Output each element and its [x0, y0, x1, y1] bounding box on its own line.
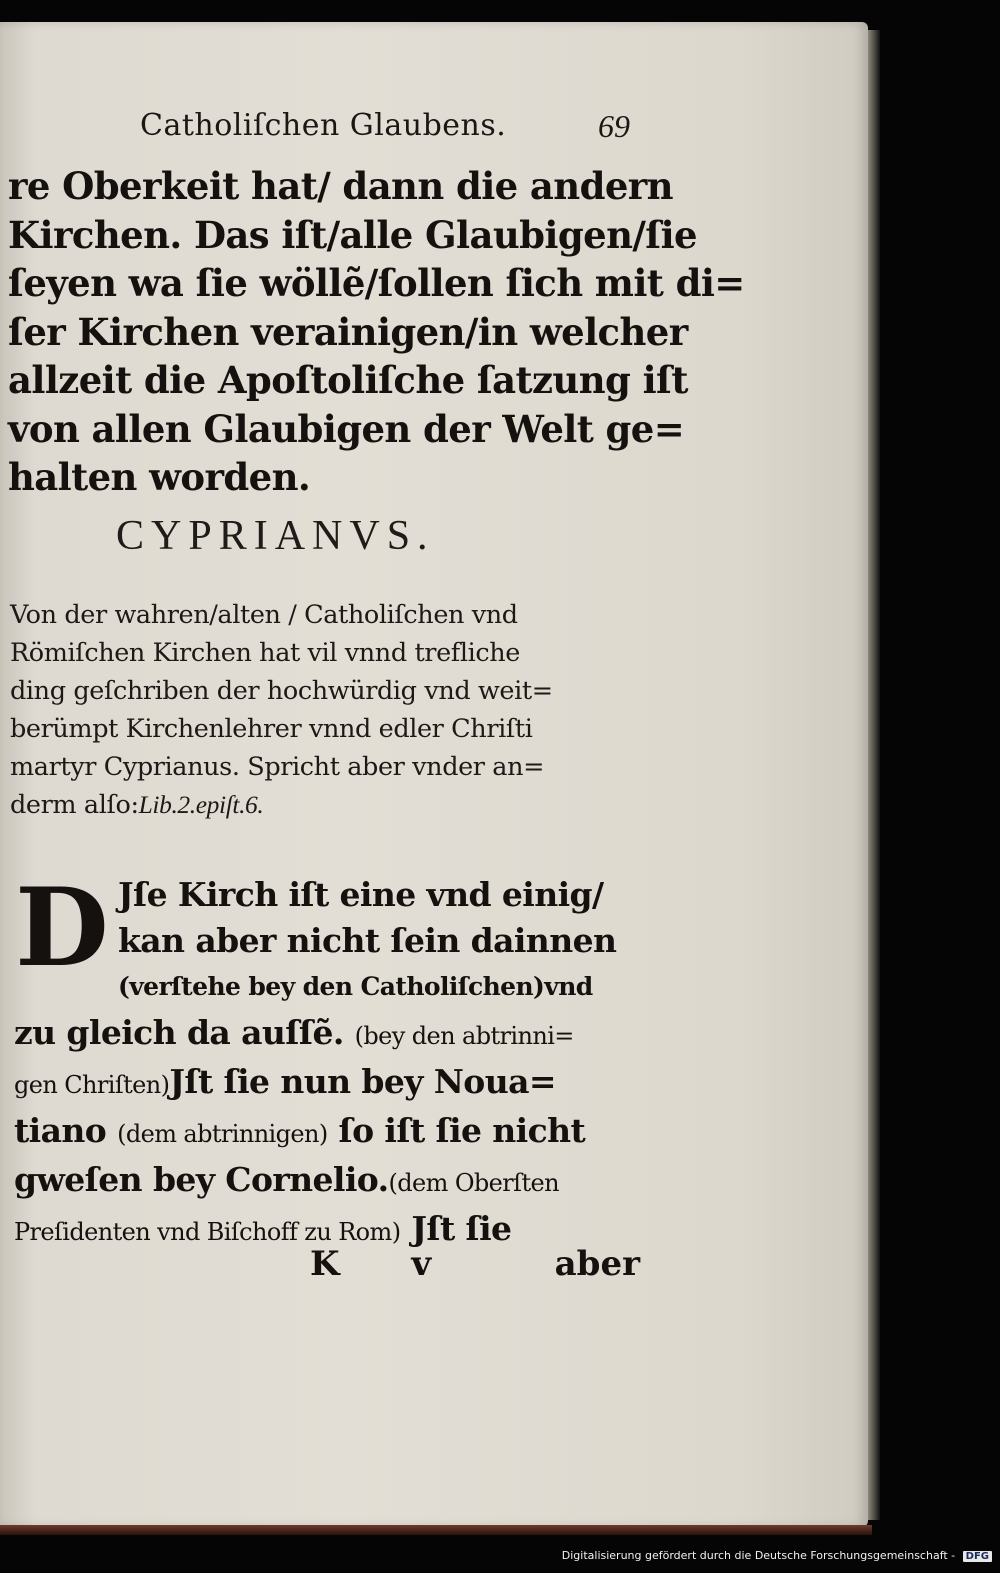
page-footer	[310, 1244, 640, 1294]
intro-line-last	[10, 786, 635, 824]
credit-text: Digitalisierung gefördert durch die Deutsche Forschungsgemeinschaft -	[561, 1549, 956, 1562]
text-line: re Oberkeit hat/ dann die andern	[8, 164, 673, 208]
main-line	[14, 1108, 639, 1157]
main-line	[14, 1059, 639, 1108]
page-edge	[868, 30, 880, 1520]
top-text-block	[8, 162, 745, 502]
main-text-span: tiano	[14, 1111, 107, 1150]
decorated-initial: D	[15, 865, 109, 991]
main-text-span: ſo iſt ſie nicht	[338, 1111, 586, 1150]
gloss-text: (dem Oberſten	[388, 1169, 559, 1197]
running-head: Catholiſchen Glaubens.	[140, 108, 507, 143]
gloss-text: (bey den abtrinni=	[354, 1022, 574, 1050]
signature-mark: K v	[310, 1244, 462, 1284]
dfg-logo: DFG	[963, 1551, 992, 1562]
intro-line: berümpt Kirchenlehrer vnnd edler Chriſti	[10, 714, 533, 744]
main-line: kan aber nicht ſein dainnen	[118, 921, 617, 960]
page-number: 69	[598, 108, 630, 144]
main-text-span: gweſen bey Cornelio.	[14, 1160, 389, 1199]
main-line	[14, 1157, 639, 1206]
catchword: aber	[554, 1244, 640, 1284]
intro-line: ding geſchriben der hochwürdig vnd weit=	[10, 676, 553, 706]
intro-paragraph	[10, 596, 635, 824]
main-text-span: Jſt ſie nun bey Noua=	[169, 1062, 556, 1101]
main-line: Jſe Kirch iſt eine vnd einig/	[118, 875, 604, 914]
intro-line: Römiſchen Kirchen hat vil vnnd trefliche	[10, 638, 520, 668]
text-line: halten worden.	[8, 455, 311, 499]
text-line: ſeyen wa ſie wöllẽ/ſollen ſich mit di=	[8, 261, 745, 305]
gloss-text: Preſidenten vnd Biſchoff zu Rom)	[14, 1218, 401, 1246]
text-line: allzeit die Apoſtoliſche ſatzung iſt	[8, 358, 688, 402]
page-header	[140, 108, 630, 152]
section-heading: CYPRIANVS.	[116, 513, 435, 559]
text-line: von allen Glaubigen der Welt ge=	[8, 406, 685, 451]
main-line	[14, 1010, 639, 1059]
intro-line: Von der wahren/alten / Catholiſchen vnd	[10, 600, 518, 630]
text-line: Kirchen. Das iſt/alle Glaubigen/ſie	[8, 212, 697, 257]
main-text-block	[14, 865, 639, 1255]
digitization-credit	[562, 1549, 992, 1562]
gloss-text: gen Chriſten)	[14, 1071, 170, 1099]
main-text-span: Jſt ſie	[411, 1209, 512, 1248]
main-text-span: zu gleich da auſſẽ.	[14, 1013, 344, 1052]
book-bottom-edge	[0, 1525, 872, 1535]
main-line: (verſtehe bey den Catholiſchen)vnd	[118, 972, 593, 1001]
intro-line-text: derm alſo:	[10, 790, 139, 820]
gloss-text: (dem abtrinnigen)	[117, 1120, 328, 1148]
intro-line: martyr Cyprianus. Spricht aber vnder an=	[10, 752, 545, 782]
citation-reference: Lib.2.epiſt.6.	[138, 790, 264, 819]
text-line: ſer Kirchen verainigen/in welcher	[8, 309, 688, 354]
